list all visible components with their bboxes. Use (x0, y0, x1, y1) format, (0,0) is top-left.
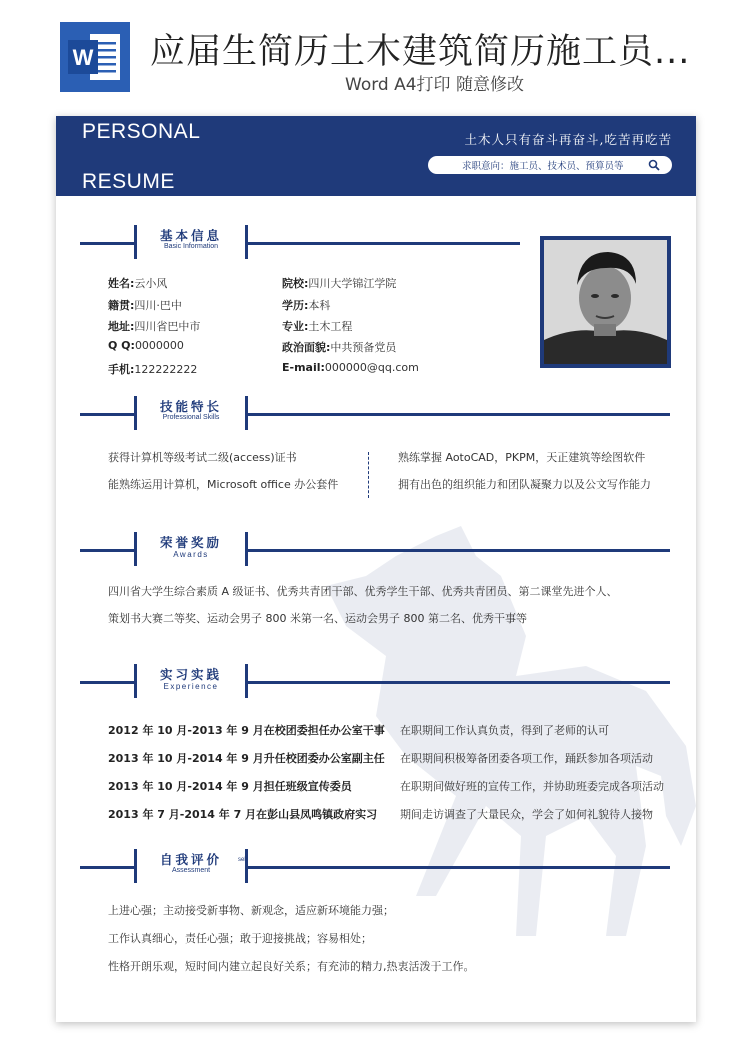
document-title: 应届生简历土木建筑简历施工员... (150, 32, 691, 72)
assessment-line: 性格开朗乐观，短时间内建立起良好关系；有充沛的精力,热衷活泼于工作。 (108, 960, 475, 973)
section-skills (80, 396, 670, 426)
skill-item: 熟练掌握 AotoCAD，PKPM，天正建筑等绘图软件 (398, 451, 646, 464)
field-value: 122222222 (134, 363, 198, 376)
section-title-en: Experience (163, 682, 219, 691)
field-value: 中共预备党员 (330, 341, 397, 354)
field-value: 四川·巴中 (134, 299, 182, 312)
section-title-cn: 实习实践 (159, 667, 222, 682)
person-portrait-icon (544, 240, 667, 364)
header-resume: RESUME (82, 170, 175, 193)
field-value: 0000000 (134, 339, 184, 352)
field-label: 姓名: (108, 277, 135, 290)
assessment-line: 工作认真细心，责任心强；敢于迎接挑战；容易相处； (108, 932, 372, 945)
field-label: 院校: (282, 277, 309, 290)
profile-photo (540, 236, 671, 368)
experience-desc: 在职期间做好班的宣传工作，并协助班委完成各项活动 (400, 780, 664, 793)
field-label: 学历: (282, 299, 309, 312)
field-value: 四川大学锦江学院 (308, 277, 397, 290)
job-intent-bar (428, 156, 672, 174)
field-value: 土木工程 (308, 320, 353, 333)
experience-period: 2013 年 10 月-2014 年 9 月担任班级宣传委员 (108, 780, 352, 793)
word-doc-icon (60, 22, 130, 92)
experience-desc: 在职期间工作认真负责，得到了老师的认可 (400, 724, 609, 737)
section-experience (80, 664, 670, 694)
section-tag-self: self (238, 857, 248, 863)
slogan: 土木人只有奋斗再奋斗,吃苦再吃苦 (464, 132, 672, 147)
section-title-cn: 自我评价 (159, 852, 222, 867)
experience-period: 2013 年 10 月-2014 年 9 月升任校团委办公室副主任 (108, 752, 385, 765)
section-title-en: Basic Information (163, 243, 219, 250)
skills-divider (368, 452, 369, 498)
section-title-cn: 荣誉奖励 (159, 535, 222, 550)
section-title-box (134, 396, 248, 430)
awards-line: 四川省大学生综合素质 A 级证书、优秀共青团干部、优秀学生干部、优秀共青团员、第二课堂先进个人、 (108, 585, 618, 598)
resume-sheet (56, 116, 696, 1022)
top-banner (0, 0, 750, 108)
skill-item: 拥有出色的组织能力和团队凝聚力以及公文写作能力 (398, 478, 651, 491)
field-label: 地址: (108, 320, 135, 333)
section-title-box (134, 225, 248, 259)
basic-row-email (282, 361, 419, 374)
field-value: 本科 (308, 299, 331, 312)
basic-row-phone (108, 361, 197, 377)
basic-row-major (282, 318, 352, 334)
field-value: 000000@qq.com (324, 361, 419, 374)
field-label: E-mail: (282, 361, 325, 374)
awards-line: 策划书大赛二等奖、运动会男子 800 米第一名、运动会男子 800 第二名、优秀干事等 (108, 612, 527, 625)
skill-item: 能熟练运用计算机，Microsoft office 办公套件 (108, 478, 339, 491)
section-title-en: Awards (173, 550, 209, 559)
section-title-box (134, 532, 248, 566)
experience-desc: 在职期间积极筹备团委各项工作，踊跃参加各项活动 (400, 752, 653, 765)
basic-row-hometown (108, 297, 182, 313)
skill-item: 获得计算机等级考试二级(access)证书 (108, 451, 297, 464)
experience-period: 2012 年 10 月-2013 年 9 月在校团委担任办公室干事 (108, 724, 385, 737)
svg-text:W: W (72, 45, 94, 70)
field-value: 云小风 (134, 277, 168, 290)
basic-row-qq (108, 339, 184, 352)
basic-row-name (108, 275, 167, 291)
field-label: 专业: (282, 320, 309, 333)
field-label: Q Q: (108, 339, 135, 352)
experience-period: 2013 年 7 月-2014 年 7 月在彭山县凤鸣镇政府实习 (108, 808, 378, 821)
field-value: 四川省巴中市 (134, 320, 201, 333)
section-title-box (134, 664, 248, 698)
section-title-en: Professional Skills (162, 414, 220, 421)
basic-row-address (108, 318, 200, 334)
field-label: 政治面貌: (282, 341, 331, 354)
header-personal: PERSONAL (82, 120, 201, 143)
section-title-en: Assessment (171, 867, 211, 874)
field-label: 籍贯: (108, 299, 135, 312)
section-title-box (134, 849, 248, 883)
resume-header (56, 116, 696, 196)
section-assessment (80, 849, 670, 879)
field-label: 手机: (108, 363, 135, 376)
search-icon (648, 159, 660, 171)
basic-row-degree (282, 297, 330, 313)
document-subtitle: Word A4打印 随意修改 (345, 75, 524, 95)
experience-desc: 期间走访调查了大量民众，学会了如何礼貌待人接物 (400, 808, 653, 821)
assessment-line: 上进心强；主动接受新事物、新观念，适应新环境能力强； (108, 904, 394, 917)
section-title-cn: 技能特长 (159, 399, 222, 414)
basic-row-political (282, 339, 396, 355)
basic-row-school (282, 275, 396, 291)
job-intent-text: 求职意向：施工员、技术员、预算员等 (462, 161, 624, 172)
section-awards (80, 532, 670, 562)
section-title-cn: 基本信息 (159, 228, 222, 243)
